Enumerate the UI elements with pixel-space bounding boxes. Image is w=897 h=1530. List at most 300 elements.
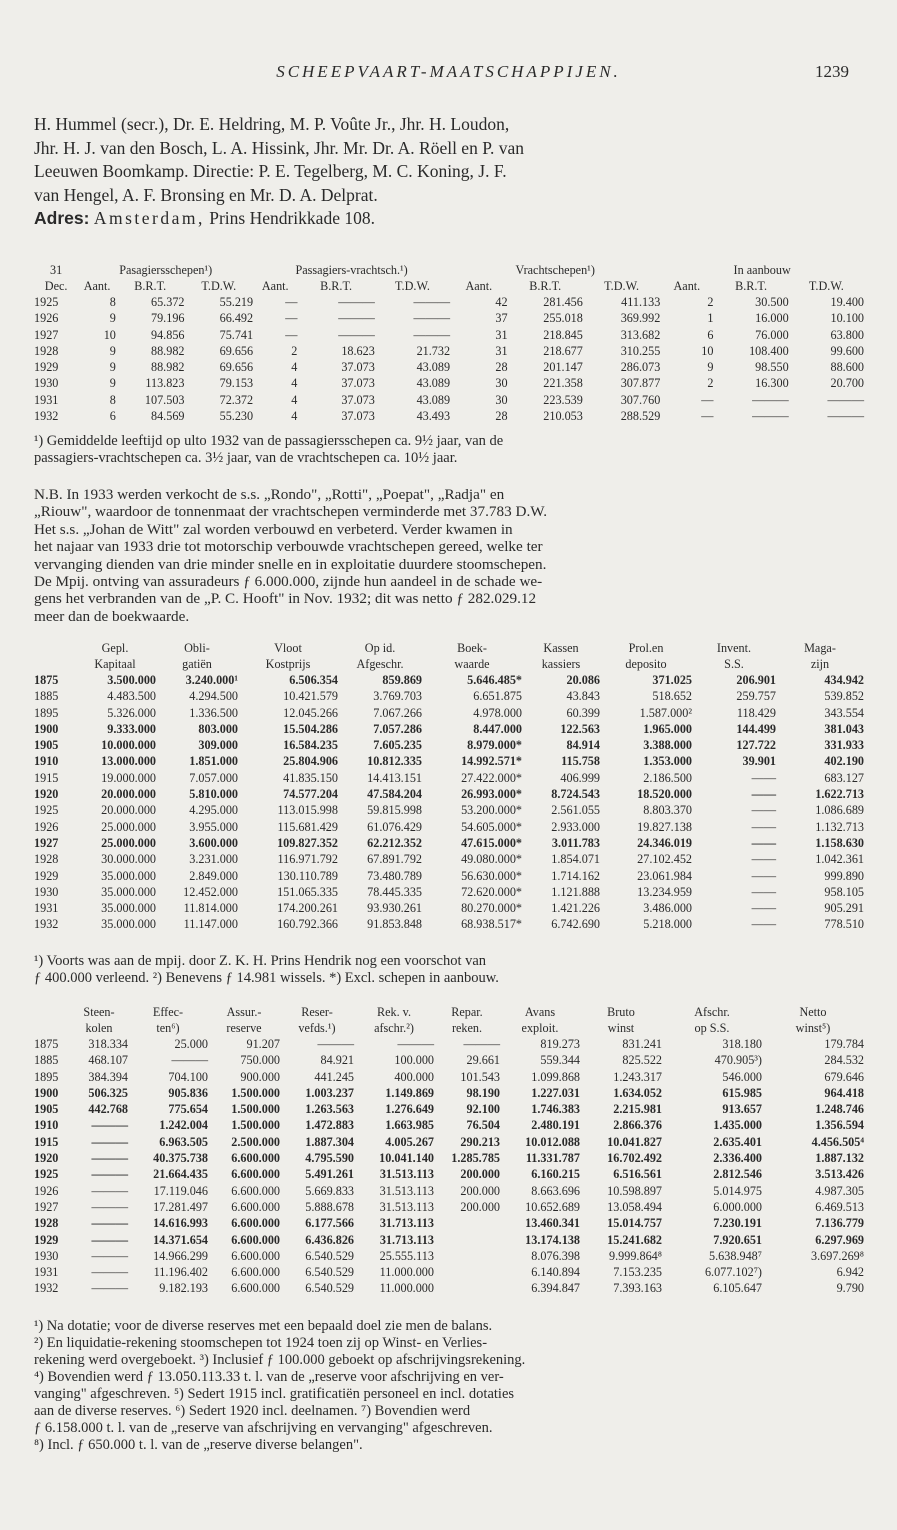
table-cell: 2.186.500 bbox=[643, 770, 692, 785]
table-cell: 1931 bbox=[34, 392, 59, 407]
footnote-line: ⁴) Bovendien werd ƒ 13.050.113.33 t. l. van de „reserve voor afschrijving en ver- bbox=[34, 1369, 504, 1385]
table-cell: 2.561.055 bbox=[551, 803, 600, 818]
table-cell: 11.000.000 bbox=[379, 1265, 434, 1280]
table-cell: ——— bbox=[91, 1199, 128, 1214]
table-cell: 539.852 bbox=[824, 689, 864, 704]
table-cell: 1.634.052 bbox=[613, 1085, 662, 1100]
nb-line: vervanging dienden van drie minder snelle en in exploitatie duurdere stoomschepen. bbox=[34, 555, 547, 573]
table-row bbox=[34, 1215, 864, 1231]
table-cell: 78.445.335 bbox=[367, 884, 422, 899]
table-cell: 14.413.151 bbox=[367, 770, 422, 785]
table-cell: 4.978.000 bbox=[473, 705, 522, 720]
table-cell: 1932 bbox=[34, 917, 59, 932]
table-cell: 65.372 bbox=[150, 295, 185, 309]
table-header-cell: Steen- bbox=[83, 1004, 115, 1019]
table-row bbox=[34, 721, 864, 737]
table-header-cell: Kassen bbox=[543, 640, 579, 655]
table-cell: 6.506.354 bbox=[289, 673, 338, 687]
table-row bbox=[34, 359, 864, 375]
table-cell: 6.651.875 bbox=[473, 689, 522, 704]
table-cell: 6.540.529 bbox=[305, 1281, 354, 1296]
fleet-footnote bbox=[34, 433, 864, 467]
table-cell: 803.000 bbox=[198, 721, 238, 736]
table-cell: 91.853.848 bbox=[367, 917, 422, 932]
footnote-line: ¹) Na dotatie; voor de diverse reserves met een bepaald doel zie men de balans. bbox=[34, 1318, 493, 1334]
table-cell: 3.240.000¹ bbox=[185, 673, 238, 687]
table-cell: 4.294.500 bbox=[189, 689, 238, 704]
table-header-cell: Obli- bbox=[184, 640, 210, 655]
table-cell: 831.241 bbox=[622, 1037, 662, 1051]
table-row bbox=[34, 884, 864, 900]
table-cell: 118.429 bbox=[736, 705, 776, 720]
table-cell: 30.000.000 bbox=[101, 852, 156, 867]
table-cell: 5.326.000 bbox=[107, 705, 156, 720]
table-cell: 16.584.235 bbox=[283, 738, 338, 753]
table-cell: 307.760 bbox=[620, 392, 661, 407]
table-cell: 122.563 bbox=[560, 721, 600, 736]
table-header-cell bbox=[34, 656, 74, 672]
table-cell: 1875 bbox=[34, 1037, 59, 1051]
table-cell: 88.982 bbox=[150, 360, 185, 375]
table-cell: 21.664.435 bbox=[153, 1167, 208, 1182]
table-cell: 318.334 bbox=[88, 1037, 128, 1051]
table-cell: 25.555.113 bbox=[379, 1248, 434, 1263]
table-header-cell: Aant. bbox=[261, 278, 289, 293]
table-header-cell: Vrachtschepen¹) bbox=[515, 262, 595, 277]
table-cell: 4 bbox=[291, 409, 298, 424]
table-cell: 94.856 bbox=[150, 327, 185, 342]
table-cell: 31 bbox=[495, 327, 508, 342]
table-cell: 30 bbox=[495, 376, 508, 391]
table-cell: —— bbox=[751, 917, 776, 932]
table-cell: 17.281.497 bbox=[153, 1199, 208, 1214]
table-cell: 1929 bbox=[34, 868, 59, 883]
table-cell: 40.375.738 bbox=[153, 1151, 208, 1166]
table-cell: 20.700 bbox=[830, 376, 864, 391]
table-row bbox=[34, 310, 864, 326]
intro-line: Leeuwen Boomkamp. Directie: P. E. Tegelberg, M. C. Koning, J. F. bbox=[34, 161, 507, 181]
table-cell: 28 bbox=[495, 409, 508, 424]
table-cell: 25.000.000 bbox=[101, 835, 156, 850]
nb-line: gens het verbranden van de „P. C. Hooft" in Nov. 1932; dit was netto ƒ 282.029.12 bbox=[34, 590, 537, 608]
table-cell: 19.400 bbox=[830, 295, 864, 309]
table-cell: 683.127 bbox=[824, 770, 864, 785]
table-cell: 31.713.113 bbox=[379, 1216, 434, 1231]
table-cell: 16.300 bbox=[755, 376, 789, 391]
table-cell: 900.000 bbox=[240, 1069, 280, 1084]
table-cell: 6.600.000 bbox=[231, 1248, 280, 1263]
table-cell: 288.529 bbox=[620, 409, 661, 424]
table-cell: 6.000.000 bbox=[713, 1199, 762, 1214]
table-cell: 1.587.000² bbox=[639, 705, 692, 720]
table-cell: 200.000 bbox=[460, 1183, 500, 1198]
table-cell: 91.207 bbox=[246, 1037, 280, 1051]
table-cell: 1928 bbox=[34, 852, 59, 867]
table-header-cell: Aant. bbox=[465, 278, 493, 293]
table-cell: 2.635.401 bbox=[713, 1134, 762, 1149]
table-cell: 1927 bbox=[34, 835, 59, 850]
table-row bbox=[34, 327, 864, 343]
table-cell: 43.089 bbox=[416, 392, 451, 407]
table-cell: — bbox=[701, 392, 714, 407]
table-cell: 7.605.235 bbox=[373, 738, 422, 753]
table-cell: 1.243.317 bbox=[613, 1069, 662, 1084]
table-cell: ——— bbox=[91, 1151, 128, 1166]
table-cell bbox=[434, 1280, 500, 1296]
table-cell: 5.646.485* bbox=[467, 673, 522, 687]
table-cell: 13.174.138 bbox=[525, 1232, 580, 1247]
table-cell: 10.012.088 bbox=[525, 1134, 580, 1149]
table-cell: 913.657 bbox=[722, 1102, 762, 1117]
table-cell: 37.073 bbox=[341, 409, 375, 424]
table-row bbox=[34, 802, 864, 818]
table-cell: 221.358 bbox=[543, 376, 583, 391]
table-cell: 1930 bbox=[34, 884, 59, 899]
table-header-row bbox=[34, 640, 864, 656]
table-cell: 1 bbox=[707, 311, 714, 326]
table-cell: 31.513.113 bbox=[379, 1199, 434, 1214]
table-cell: 1.276.649 bbox=[385, 1102, 434, 1117]
table-cell: 43.089 bbox=[416, 360, 451, 375]
table-cell: 3.388.000 bbox=[643, 738, 692, 753]
table-cell: 26.993.000* bbox=[461, 787, 522, 802]
table-cell: 1.353.000 bbox=[643, 754, 692, 769]
table-cell: 964.418 bbox=[824, 1085, 864, 1100]
table-cell: 307.877 bbox=[620, 376, 661, 391]
footnote-line: ²) En liquidatie-rekening stoomschepen tot 1924 toen zij op Winst- en Verlies- bbox=[34, 1335, 488, 1351]
table-cell: ——— bbox=[91, 1248, 128, 1263]
footnote-line: vanging" afgeschreven. ⁵) Sedert 1915 incl. gratificatiën personeel en incl. dotaties bbox=[34, 1386, 515, 1402]
table-cell: 1932 bbox=[34, 409, 59, 424]
table-cell: 290.213 bbox=[460, 1134, 500, 1149]
table-cell: ——— bbox=[413, 327, 451, 342]
table-cell: —— bbox=[751, 835, 776, 850]
nb-line: De Mpij. ontving van assuradeurs ƒ 6.000.000, zijnde hun aandeel in de schade we- bbox=[34, 573, 543, 591]
table-cell: 442.768 bbox=[88, 1102, 128, 1117]
table-cell: 43.089 bbox=[416, 376, 451, 391]
table-cell: 37.073 bbox=[341, 392, 375, 407]
table-cell: — bbox=[701, 409, 714, 424]
table-cell: 4.795.590 bbox=[305, 1151, 354, 1166]
address-city: Amsterdam, bbox=[93, 208, 205, 228]
table-cell: 99.600 bbox=[830, 343, 864, 358]
table-cell: ——— bbox=[413, 295, 451, 309]
table-cell: 210.053 bbox=[543, 409, 583, 424]
table-cell: 201.147 bbox=[543, 360, 583, 375]
table-cell: 1.965.000 bbox=[643, 721, 692, 736]
table-cell: 1.851.000 bbox=[189, 754, 238, 769]
table-header-cell: gatiën bbox=[182, 656, 212, 671]
table-cell: 206.901 bbox=[736, 673, 776, 687]
table-cell: 6.540.529 bbox=[305, 1265, 354, 1280]
table-cell: 6.077.102⁷) bbox=[704, 1265, 762, 1280]
table-cell: ——— bbox=[91, 1183, 128, 1198]
table-cell: 313.682 bbox=[620, 327, 661, 342]
table-cell: 819.273 bbox=[540, 1037, 580, 1051]
table-cell: 79.153 bbox=[219, 376, 254, 391]
table-cell: ——— bbox=[338, 311, 375, 326]
table-cell: 6.742.690 bbox=[551, 917, 600, 932]
table-header-cell: Aant. bbox=[673, 278, 701, 293]
table-cell: ——— bbox=[752, 409, 789, 424]
table-cell: 10.041.827 bbox=[607, 1134, 662, 1149]
table-header-cell: B.R.T. bbox=[134, 278, 167, 293]
table-header-cell: deposito bbox=[625, 656, 667, 671]
table-cell: 151.065.335 bbox=[277, 884, 338, 899]
table-cell: 1.854.071 bbox=[551, 852, 600, 867]
table-cell: 84.569 bbox=[150, 409, 185, 424]
table-cell: 1925 bbox=[34, 295, 59, 309]
table-cell: 9 bbox=[109, 343, 116, 358]
table-cell: 10.100 bbox=[830, 311, 864, 326]
table-cell: 1875 bbox=[34, 673, 59, 687]
table-cell: 6.140.894 bbox=[531, 1265, 580, 1280]
table-header-cell: T.D.W. bbox=[808, 278, 844, 293]
table-cell: 310.255 bbox=[620, 343, 661, 358]
table-cell: 4.295.000 bbox=[189, 803, 238, 818]
table-header-cell: Aant. bbox=[83, 278, 111, 293]
table-cell: 1.663.985 bbox=[385, 1118, 434, 1133]
table-cell: 411.133 bbox=[621, 295, 661, 309]
table-cell: 5.888.678 bbox=[305, 1199, 354, 1214]
table-cell: 27.102.452 bbox=[637, 852, 692, 867]
table-cell: 25.804.906 bbox=[283, 754, 338, 769]
footnote-line: ƒ 6.158.000 t. l. van de „reserve van afschrijving en vervanging" afgeschreven. bbox=[34, 1420, 493, 1436]
table-cell: 43.493 bbox=[416, 409, 451, 424]
table-row bbox=[34, 375, 864, 391]
table-cell: 1.242.004 bbox=[159, 1118, 208, 1133]
running-header-title: SCHEEPVAART-MAATSCHAPPIJEN. bbox=[276, 62, 621, 81]
intro-paragraph bbox=[34, 113, 864, 231]
table-cell: 1.421.226 bbox=[551, 901, 600, 916]
table-cell: 1.746.383 bbox=[531, 1102, 580, 1117]
table-header-cell: exploit. bbox=[521, 1020, 559, 1035]
results-footnote bbox=[34, 1318, 864, 1454]
table-cell: 6.516.561 bbox=[613, 1167, 662, 1182]
footnote-line: aan de diverse reserves. ⁶) Sedert 1920 incl. deelnamen. ⁷) Bovendien werd bbox=[34, 1403, 471, 1419]
balance-table bbox=[34, 640, 864, 933]
table-cell: 615.985 bbox=[722, 1085, 762, 1100]
table-cell: 15.504.286 bbox=[283, 721, 338, 736]
table-cell: 55.230 bbox=[219, 409, 254, 424]
table-cell: 825.522 bbox=[622, 1053, 662, 1068]
table-cell: 218.677 bbox=[543, 343, 583, 358]
table-cell: 1930 bbox=[34, 1248, 59, 1263]
table-cell: 8.979.000* bbox=[467, 738, 522, 753]
table-cell: 1915 bbox=[34, 1134, 59, 1149]
table-cell: 35.000.000 bbox=[101, 901, 156, 916]
table-cell: 4.005.267 bbox=[385, 1134, 434, 1149]
table-header-cell: kolen bbox=[85, 1020, 113, 1035]
table-cell: 11.331.787 bbox=[525, 1151, 580, 1166]
table-cell: 8 bbox=[109, 392, 116, 407]
table-cell: 518.652 bbox=[652, 689, 692, 704]
table-cell: ——— bbox=[338, 327, 375, 342]
table-cell: 8.663.696 bbox=[531, 1183, 580, 1198]
table-cell: — bbox=[285, 327, 298, 342]
table-cell: 3.769.703 bbox=[373, 689, 422, 704]
table-cell: 406.999 bbox=[560, 770, 600, 785]
table-cell bbox=[434, 1248, 500, 1264]
table-cell: 10 bbox=[701, 343, 714, 358]
table-cell: ——— bbox=[752, 392, 789, 407]
table-cell: 74.577.204 bbox=[283, 787, 338, 802]
table-cell: ——— bbox=[397, 1037, 434, 1051]
balance-footnote bbox=[34, 953, 864, 987]
table-cell: 2.215.981 bbox=[613, 1102, 662, 1117]
table-cell: 9 bbox=[109, 360, 116, 375]
table-header-cell: T.D.W. bbox=[604, 278, 640, 293]
table-cell: 284.532 bbox=[824, 1053, 864, 1068]
table-cell: 6.600.000 bbox=[231, 1151, 280, 1166]
table-cell: 2.812.546 bbox=[713, 1167, 762, 1182]
table-cell: 4.483.500 bbox=[107, 689, 156, 704]
table-cell: 369.992 bbox=[620, 311, 661, 326]
table-cell: 7.393.163 bbox=[613, 1281, 662, 1296]
table-row bbox=[34, 753, 864, 769]
table-header-cell: Netto bbox=[799, 1004, 827, 1019]
table-cell: 1927 bbox=[34, 327, 59, 342]
table-cell: ——— bbox=[317, 1037, 354, 1051]
table-cell: 66.492 bbox=[219, 311, 254, 326]
table-cell bbox=[434, 1232, 500, 1248]
table-cell: —— bbox=[751, 884, 776, 899]
table-cell: 286.073 bbox=[620, 360, 661, 375]
table-cell: 4.456.505⁴ bbox=[811, 1134, 864, 1149]
table-cell: 1.714.162 bbox=[551, 868, 600, 883]
table-cell: 5.638.948⁷ bbox=[709, 1248, 762, 1263]
table-cell: 109.827.352 bbox=[277, 835, 338, 850]
table-cell: 39.901 bbox=[742, 754, 776, 769]
nb-line: meer dan de boekwaarde. bbox=[34, 607, 190, 625]
table-cell: 19.000.000 bbox=[101, 770, 156, 785]
table-row bbox=[34, 786, 864, 802]
table-cell: 88.600 bbox=[830, 360, 864, 375]
table-cell: 61.076.429 bbox=[367, 819, 422, 834]
table-cell: 434.942 bbox=[824, 673, 864, 687]
table-cell: —— bbox=[751, 819, 776, 834]
table-cell: 17.119.046 bbox=[153, 1183, 208, 1198]
results-table bbox=[34, 1004, 864, 1297]
address-line bbox=[34, 207, 864, 231]
table-header-cell: Pasagiersschepen¹) bbox=[119, 262, 213, 277]
table-cell: 8.724.543 bbox=[551, 787, 600, 802]
table-header-cell bbox=[34, 640, 74, 656]
table-cell: 1926 bbox=[34, 819, 59, 834]
table-cell: 130.110.789 bbox=[277, 868, 338, 883]
table-header-cell: B.R.T. bbox=[320, 278, 353, 293]
table-cell: 6.600.000 bbox=[231, 1199, 280, 1214]
table-header-row bbox=[34, 1020, 864, 1036]
table-row bbox=[34, 1183, 864, 1199]
table-cell: 13.460.341 bbox=[525, 1216, 580, 1231]
table-header-cell: Afgeschr. bbox=[356, 656, 404, 671]
table-cell: 11.814.000 bbox=[183, 901, 238, 916]
table-cell: 12.452.000 bbox=[183, 884, 238, 899]
table-cell: 88.982 bbox=[150, 343, 185, 358]
table-cell: 12.045.266 bbox=[283, 705, 338, 720]
table-cell: 3.697.269⁸ bbox=[811, 1248, 864, 1263]
table-cell: ——— bbox=[171, 1053, 208, 1068]
table-cell: 72.620.000* bbox=[461, 884, 522, 899]
table-cell: —— bbox=[751, 770, 776, 785]
table-cell: 1.121.888 bbox=[551, 884, 600, 899]
table-cell: 5.014.975 bbox=[713, 1183, 762, 1198]
table-header-cell: T.D.W. bbox=[395, 278, 430, 293]
table-cell: 9.790 bbox=[836, 1281, 864, 1296]
table-cell: 18.520.000 bbox=[637, 787, 692, 802]
table-cell: 54.605.000* bbox=[461, 819, 522, 834]
table-cell: 2.336.400 bbox=[713, 1151, 762, 1166]
table-cell: 4 bbox=[291, 376, 298, 391]
table-cell: 13.058.494 bbox=[607, 1199, 662, 1214]
table-cell: 1927 bbox=[34, 1199, 59, 1214]
table-header-cell: Op id. bbox=[364, 640, 396, 655]
table-row bbox=[34, 900, 864, 916]
table-cell: 55.219 bbox=[219, 295, 254, 309]
table-cell: 1929 bbox=[34, 360, 59, 375]
table-cell: 31 bbox=[495, 343, 508, 358]
table-cell: 1.248.746 bbox=[815, 1102, 864, 1117]
table-cell: 1.227.031 bbox=[531, 1085, 580, 1100]
table-cell: 1931 bbox=[34, 901, 59, 916]
table-cell: 35.000.000 bbox=[101, 917, 156, 932]
table-header-cell: S.S. bbox=[724, 656, 744, 671]
table-cell: 3.231.000 bbox=[189, 852, 238, 867]
table-header-cell: Assur.- bbox=[226, 1004, 262, 1019]
table-row bbox=[34, 819, 864, 835]
table-cell: 1.500.000 bbox=[231, 1118, 280, 1133]
table-cell: 1.149.869 bbox=[385, 1085, 434, 1100]
table-cell: 1928 bbox=[34, 343, 59, 358]
table-cell: ——— bbox=[91, 1134, 128, 1149]
table-header-cell: Bruto bbox=[607, 1004, 635, 1019]
table-cell: 113.015.998 bbox=[277, 803, 338, 818]
table-cell: —— bbox=[751, 787, 776, 802]
table-cell: 3.011.783 bbox=[551, 835, 600, 850]
table-cell: 5.810.000 bbox=[189, 787, 238, 802]
table-header-cell: Effec- bbox=[152, 1004, 184, 1019]
table-cell: 281.456 bbox=[543, 295, 583, 309]
table-cell: 8.447.000 bbox=[473, 721, 522, 736]
table-header-cell: reken. bbox=[451, 1020, 483, 1035]
table-cell: 1885 bbox=[34, 1053, 59, 1068]
table-cell: — bbox=[285, 311, 298, 326]
table-cell: 42 bbox=[495, 295, 508, 309]
table-cell: 8 bbox=[109, 295, 116, 309]
table-cell: 4.987.305 bbox=[815, 1183, 864, 1198]
table-cell: 69.656 bbox=[219, 360, 254, 375]
table-cell: 75.741 bbox=[219, 327, 254, 342]
table-cell: 14.992.571* bbox=[461, 754, 522, 769]
table-cell: 6.394.847 bbox=[531, 1281, 580, 1296]
table-row bbox=[34, 392, 864, 408]
table-cell: 10.598.897 bbox=[607, 1183, 662, 1198]
table-cell: 905.836 bbox=[168, 1085, 208, 1100]
table-cell: 1.158.630 bbox=[815, 835, 864, 850]
table-cell: 1900 bbox=[34, 1085, 59, 1100]
table-cell: ——— bbox=[463, 1037, 500, 1051]
table-cell: 59.815.998 bbox=[367, 803, 422, 818]
table-cell: 468.107 bbox=[88, 1053, 128, 1068]
table-cell: 679.646 bbox=[824, 1069, 864, 1084]
table-row bbox=[34, 916, 864, 932]
table-header-row bbox=[34, 1004, 864, 1020]
table-header-cell: reserve bbox=[226, 1020, 262, 1035]
table-cell: 1.887.304 bbox=[305, 1134, 354, 1149]
table-row bbox=[34, 1248, 864, 1264]
table-header-cell: Reser- bbox=[301, 1004, 333, 1019]
